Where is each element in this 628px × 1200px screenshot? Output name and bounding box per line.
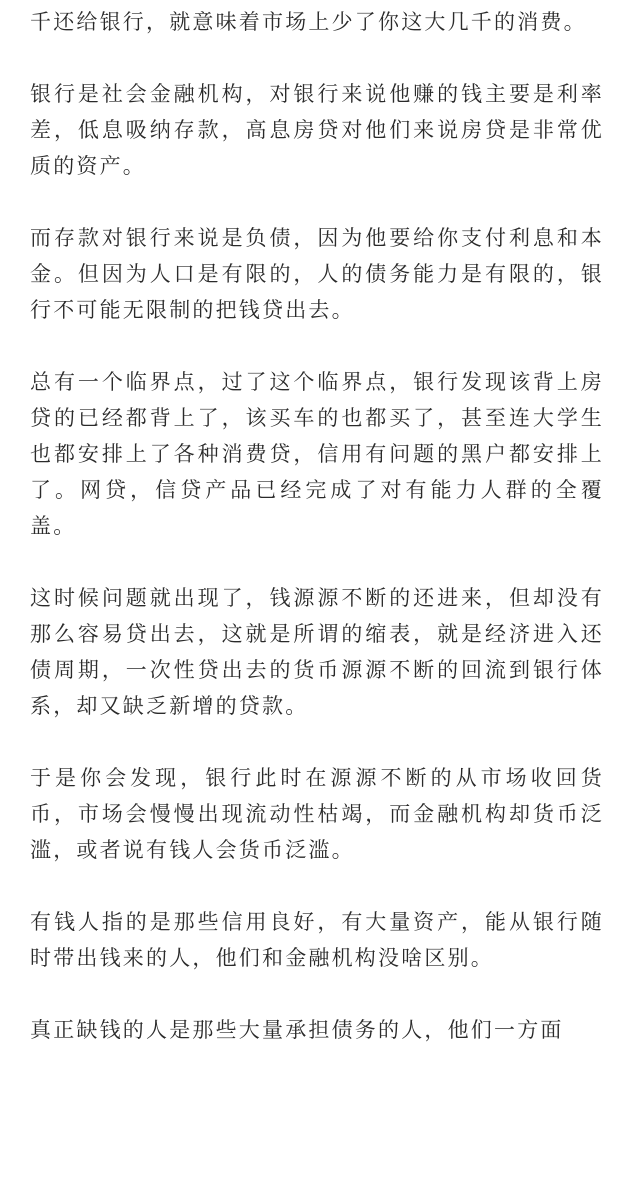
article-paragraph: 而存款对银行来说是负债，因为他要给你支付利息和本金。但因为人口是有限的，人的债务能力是有限的，银行不可能无限制的把钱贷出去。 — [30, 226, 604, 322]
article-paragraph: 千还给银行，就意味着市场上少了你这大几千的消费。 — [30, 10, 587, 34]
article-paragraph: 总有一个临界点，过了这个临界点，银行发现该背上房贷的已经都背上了，该买车的也都买了，甚至连大学生也都安排上了各种消费贷，信用有问题的黑户都安排上了。网贷，信贷产品已经完成了对有能力人群的全覆盖。 — [30, 370, 604, 538]
article-paragraph: 这时候问题就出现了，钱源源不断的还进来，但却没有那么容易贷出去，这就是所谓的缩表，就是经济进入还债周期，一次性贷出去的货币源源不断的回流到银行体系，却又缺乏新增的贷款。 — [30, 586, 604, 718]
article-paragraph: 有钱人指的是那些信用良好，有大量资产，能从银行随时带出钱来的人，他们和金融机构没啥区别。 — [30, 910, 604, 970]
article-paragraph: 于是你会发现，银行此时在源源不断的从市场收回货币，市场会慢慢出现流动性枯竭，而金融机构却货币泛滥，或者说有钱人会货币泛滥。 — [30, 766, 604, 862]
article-paragraph: 银行是社会金融机构，对银行来说他赚的钱主要是利率差，低息吸纳存款，高息房贷对他们来说房贷是非常优质的资产。 — [30, 82, 604, 178]
article-paragraph: 真正缺钱的人是那些大量承担债务的人，他们一方面 — [30, 1018, 564, 1042]
